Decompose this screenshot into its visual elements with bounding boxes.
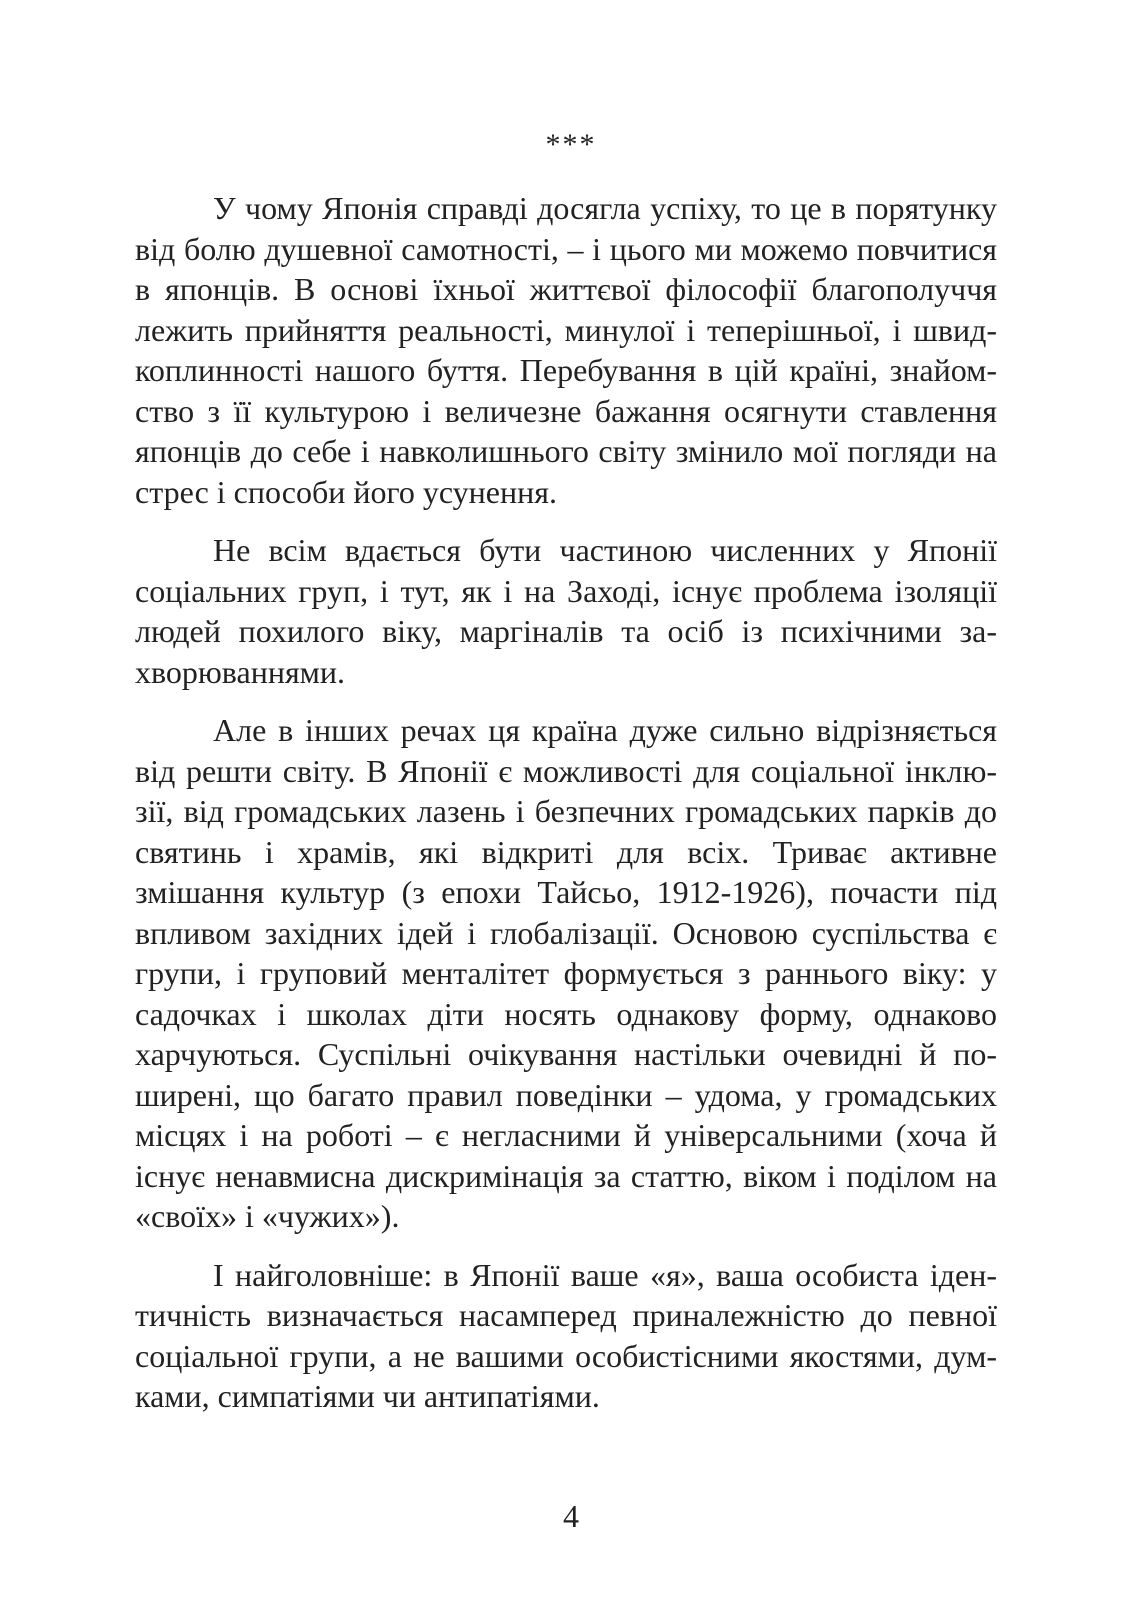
paragraph-4: І найголовніше: в Японії ваше «я», ваша особиста ідентичність визначається насамперед приналежністю до певної соціальної групи, а не вашими особистісними якостями, думками, симпатіями чи антипатіями. xyxy=(135,1256,997,1414)
paragraph-3: Але в інших речах ця країна дуже сильно відрізняється від решти світу. В Японії є можливості для соціальної інклюзії, від громадських лазень і безпечних громадських парків до святинь і храмів, які відкриті для всіх. Триває активне змішання культур (з епохи Тайсьо, 1912-1926), почасти під впливом західних ідей і глобалізації. Основою суспільства є групи, і груповий менталітет формується з раннього віку: у садочках і школах діти носять однакову форму, однаково харчуються. Суспільні очікування настільки очевидні й поширені, що багато правил поведінки – удома, у громадських місцях і на роботі – є негласними й універсальними (хоча й існує ненавмисна дискримінація за статтю, віком і поділом на «своїх» і «чужих»). xyxy=(135,712,997,1234)
page-body xyxy=(135,188,997,1435)
paragraph-1: У чому Японія справді досягла успіху, то це в порятунку від болю душевної самотності, – і цього ми можемо повчитися в японців. В основі їхньої життєвої філософії благополуччя лежить прийняття реальності, минулої і теперішньої, і швидкоплинності нашого буття. Перебування в цій країні, знайомство з її культурою і величезне бажання осягнути ставлення японців до себе і навколишнього світу змінило мої погляди на стрес і способи його усунення. xyxy=(135,190,997,510)
paragraph-2: Не всім вдається бути частиною численних у Японії соціальних груп, і тут, як і на Заході, існує проблема ізоляції людей похилого віку, маргіналів та осіб із психічними захворюваннями. xyxy=(135,532,997,690)
section-separator: *** xyxy=(545,128,597,161)
page-number: 4 xyxy=(563,1498,579,1534)
